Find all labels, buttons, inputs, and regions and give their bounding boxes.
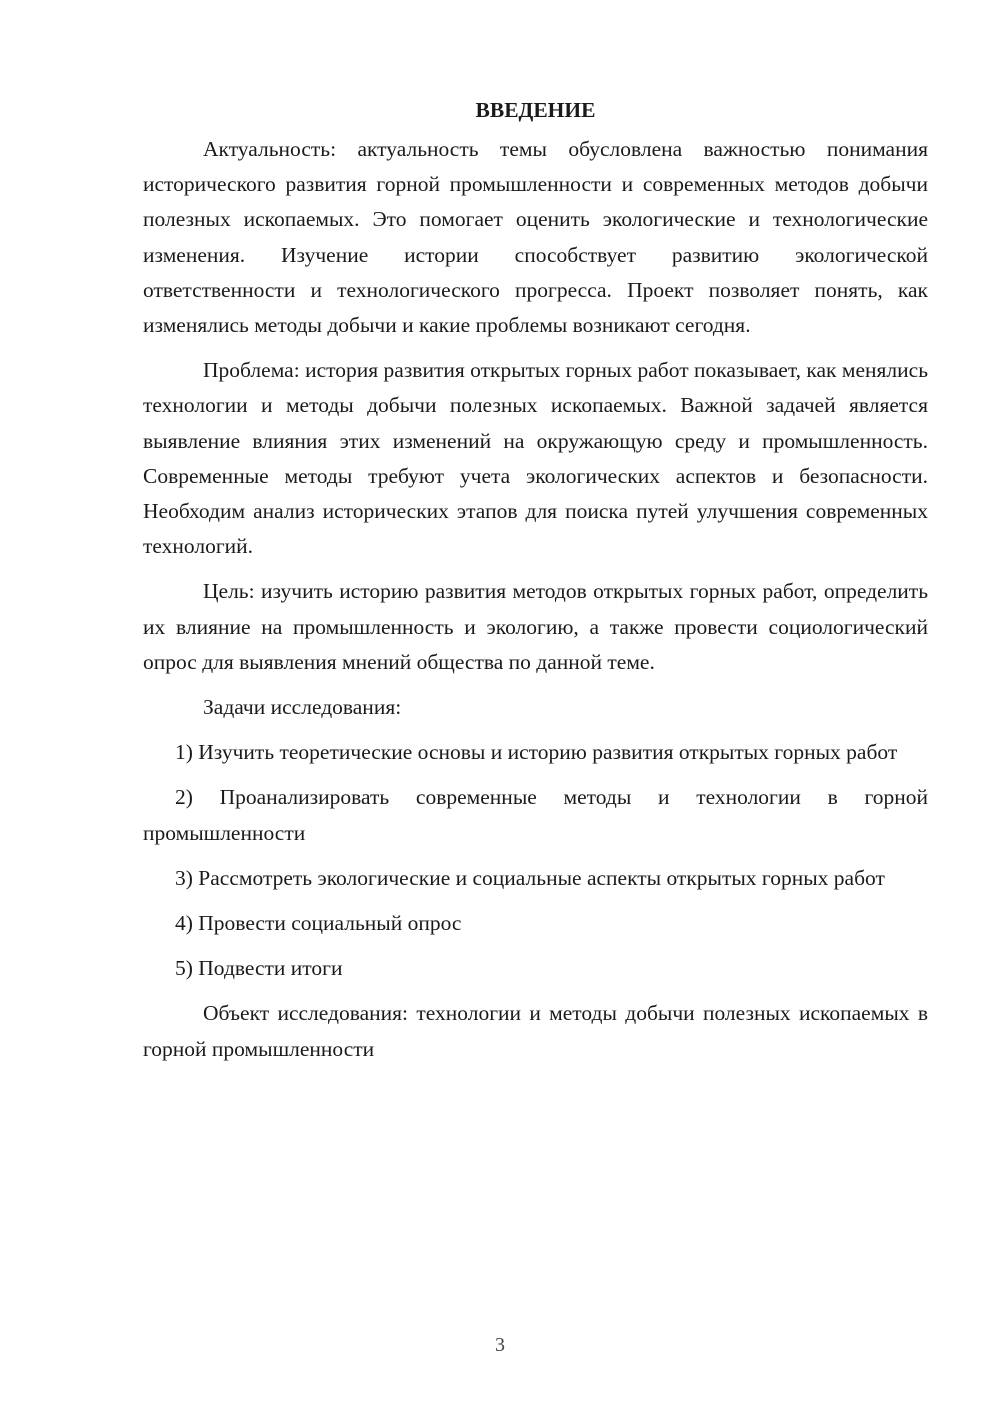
paragraph-problem: Проблема: история развития открытых горных работ показывает, как менялись технологии и методы добычи полезных ископаемых. Важной задачей является выявление влияния этих изменений на окружающую среду и промышленность. Современные методы требуют учета экологических аспектов и безопасности. Необходим анализ исторических этапов для поиска путей улучшения современных технологий. (143, 358, 928, 559)
list-item: 5) Подвести итоги (175, 956, 343, 981)
tasks-list (143, 735, 928, 986)
list-item: 4) Провести социальный опрос (175, 911, 462, 936)
tasks-title: Задачи исследования: (203, 695, 402, 720)
paragraph-object: Объект исследования: технологии и методы добычи полезных ископаемых в горной промышленности (143, 1001, 928, 1061)
document-page (143, 92, 928, 1077)
list-item: 1) Изучить теоретические основы и историю развития открытых горных работ (175, 740, 898, 765)
paragraph-goal: Цель: изучить историю развития методов открытых горных работ, определить их влияние на промышленность и экологию, а также провести социологический опрос для выявления мнений общества по данной теме. (143, 579, 928, 674)
list-item: 3) Рассмотреть экологические и социальные аспекты открытых горных работ (175, 865, 885, 890)
list-item: 2) Проанализировать современные методы и технологии в горной промышленности (143, 785, 928, 845)
paragraph-relevance: Актуальность: актуальность темы обусловлена важностью понимания исторического развития горной промышленности и современных методов добычи полезных ископаемых. Это помогает оценить экологические и технологические изменения. Изучение истории способствует развитию экологической ответственности и технологического прогресса. Проект позволяет понять, как изменялись методы добычи и какие проблемы возникают сегодня. (143, 137, 928, 338)
page-number: 3 (495, 1334, 505, 1356)
page-title: ВВЕДЕНИЕ (475, 98, 596, 122)
